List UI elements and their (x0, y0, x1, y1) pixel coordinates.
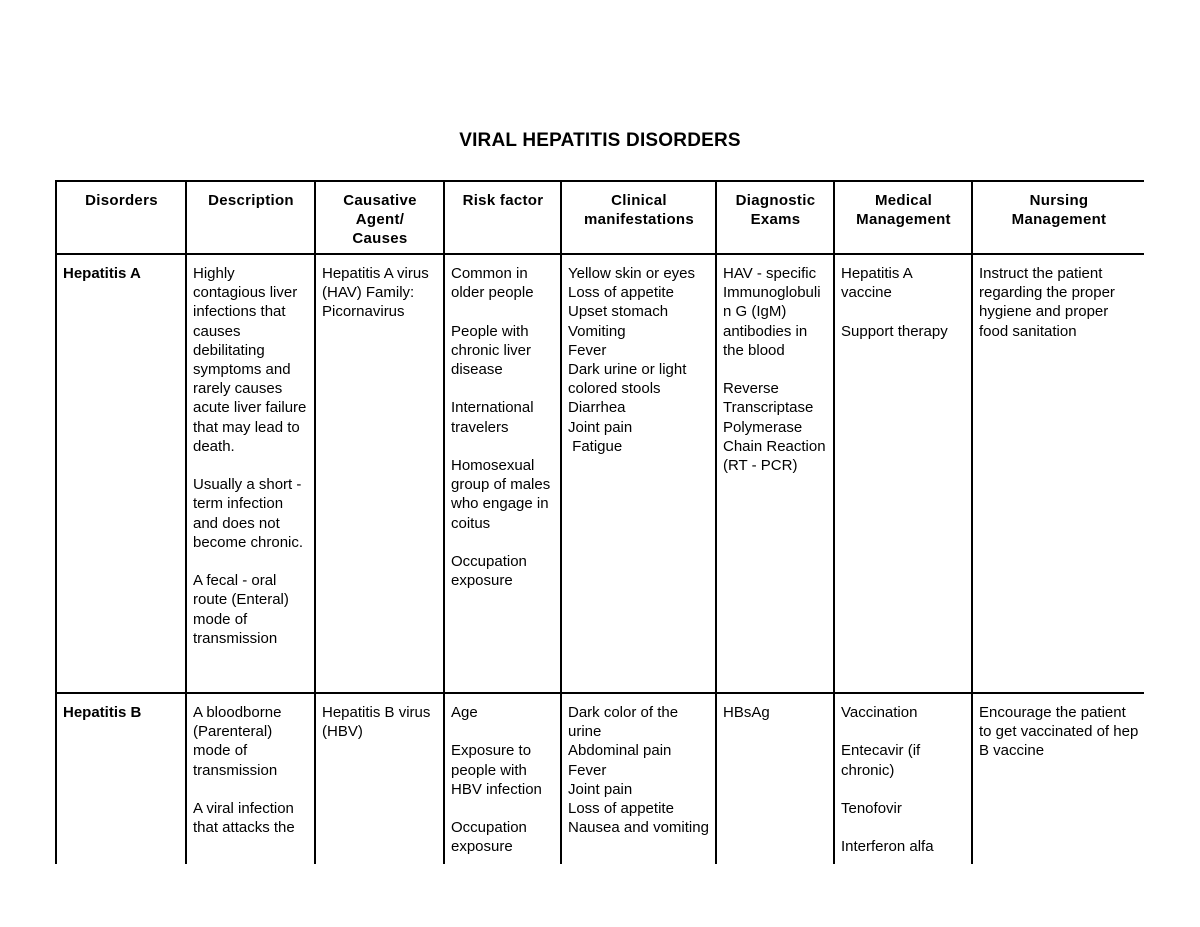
paragraph: Highly contagious liver infections that causes debilitating symptoms and rarely causes acute liver failure that may lead to death. (193, 265, 307, 455)
paragraph: Age (451, 704, 478, 721)
paragraph: Support therapy (841, 322, 948, 340)
list-item: Loss of appetite (568, 800, 674, 818)
list-item: Dark urine or light colored stools (568, 361, 687, 398)
clinical-manifestations-cell (561, 693, 716, 864)
risk-factor-cell (444, 693, 561, 864)
risk-factor-cell (444, 254, 561, 693)
header-disorders (56, 181, 186, 254)
header-risk-factor (444, 181, 561, 254)
page-title: VIRAL HEPATITIS DISORDERS (459, 130, 741, 151)
list-item: Nausea and vomiting (568, 819, 709, 837)
header-text: Management (1011, 211, 1107, 229)
paragraph: A bloodborne (Parenteral) mode of transmission (193, 704, 282, 779)
list-item: Joint pain (568, 780, 633, 798)
causative-agent-cell (315, 254, 444, 693)
paragraph: A fecal - oral route (Enteral) mode of transmission (193, 572, 289, 647)
paragraph: A viral infection that attacks the (193, 800, 295, 837)
causative-agent-cell (315, 693, 444, 864)
header-text: Diagnostic (735, 192, 816, 209)
paragraph: Exposure to people with HBV infection (451, 742, 542, 798)
header-text: Disorders (85, 192, 158, 209)
paragraph: Vaccination (841, 704, 918, 721)
nursing-management-cell (972, 254, 1144, 693)
paragraph: Occupation exposure (451, 552, 527, 590)
diagnostic-exams-cell (716, 693, 834, 864)
table-container (55, 180, 1144, 864)
header-text: Causes (352, 230, 408, 248)
paragraph: International travelers (451, 399, 534, 436)
paragraph: HAV - specific Immunoglobulin G (IgM) antibodies in the blood (723, 265, 821, 359)
header-text: Risk factor (462, 192, 544, 209)
paragraph: Common in older people (451, 265, 534, 302)
list-item: Diarrhea (568, 399, 626, 417)
header-nursing-management (972, 181, 1144, 254)
paragraph: Homosexual group of males who engage in coitus (451, 456, 551, 532)
list-item: Joint pain (568, 418, 633, 436)
list-item: Fever (568, 341, 607, 359)
list-item: Yellow skin or eyes (568, 265, 696, 282)
header-description (186, 181, 315, 254)
header-diagnostic-exams (716, 181, 834, 254)
nursing-management-cell (972, 693, 1144, 864)
header-text: Causative (343, 192, 417, 209)
table-row (56, 693, 1144, 864)
list-item: Upset stomach (568, 303, 669, 321)
paragraph: Occupation exposure (451, 819, 527, 856)
table-header-row (56, 181, 1144, 254)
header-text: Management (856, 211, 951, 229)
paragraph: People with chronic liver disease (451, 322, 532, 378)
list-item: Fatigue (568, 437, 623, 455)
header-text: Agent/ (355, 211, 405, 229)
paragraph: Usually a short - term infection and does not become chronic. (193, 476, 304, 551)
header-medical-management (834, 181, 972, 254)
paragraph: HBsAg (723, 704, 770, 721)
header-causative-agent (315, 181, 444, 254)
header-text: Exams (750, 211, 801, 229)
paragraph: Hepatitis A vaccine (841, 265, 912, 302)
paragraph: Reverse Transcriptase Polymerase Chain Reaction (RT - PCR) (723, 380, 826, 475)
paragraph: Interferon alfa (841, 838, 934, 856)
list-item: Vomiting (568, 322, 626, 340)
medical-management-cell (834, 693, 972, 864)
paragraph: Entecavir (if chronic) (841, 742, 921, 779)
paragraph: Encourage the patient to get vaccinated of hep B vaccine (979, 704, 1139, 760)
header-text: Clinical (611, 192, 667, 209)
header-clinical-manifestations (561, 181, 716, 254)
hepatitis-table (55, 180, 1144, 864)
list-item: Fever (568, 761, 607, 779)
diagnostic-exams-cell (716, 254, 834, 693)
description-cell (186, 693, 315, 864)
paragraph: Hepatitis A virus (HAV) Family: Picornavirus (322, 265, 429, 321)
paragraph: Instruct the patient regarding the proper hygiene and proper food sanitation (979, 265, 1115, 340)
list-item: Dark color of the urine (568, 704, 679, 741)
paragraph: Tenofovir (841, 799, 902, 817)
disorder-name-cell: Hepatitis A (56, 254, 186, 693)
disorder-name-cell: Hepatitis B (56, 693, 186, 864)
description-cell (186, 254, 315, 693)
medical-management-cell (834, 254, 972, 693)
list-item: Loss of appetite (568, 284, 674, 302)
paragraph: Hepatitis B virus (HBV) (322, 704, 431, 741)
header-text: manifestations (583, 211, 695, 229)
clinical-manifestations-cell (561, 254, 716, 693)
header-text: Medical (874, 192, 933, 209)
list-item: Abdominal pain (568, 742, 672, 760)
table-row (56, 254, 1144, 693)
header-text: Nursing (1029, 192, 1089, 209)
header-text: Description (208, 192, 294, 209)
